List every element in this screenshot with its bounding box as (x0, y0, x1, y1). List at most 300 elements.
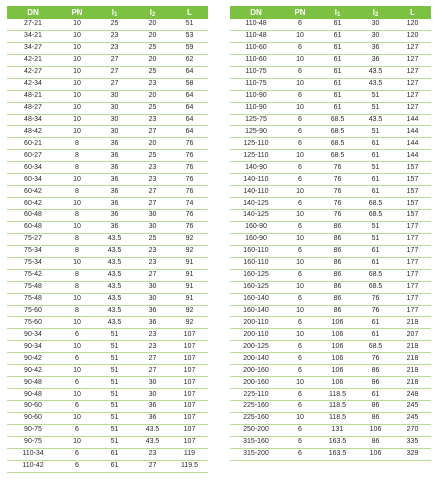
table-row (7, 377, 208, 389)
cell-l1: 106 (318, 341, 357, 353)
table-row (230, 257, 431, 269)
table-row (230, 365, 431, 377)
table-header-row (230, 6, 431, 19)
cell-l2: 51 (357, 233, 394, 245)
cell-length: 59 (171, 42, 208, 54)
header-dn: DN (230, 6, 282, 19)
cell-l2: 36 (357, 42, 394, 54)
cell-l1: 86 (318, 233, 357, 245)
table-row (7, 19, 208, 30)
cell-length: 107 (171, 341, 208, 353)
cell-l1: 51 (95, 365, 134, 377)
table-row (7, 138, 208, 150)
table-row (230, 245, 431, 257)
cell-pn: 6 (282, 19, 318, 30)
cell-l1: 51 (95, 341, 134, 353)
cell-pn: 6 (282, 245, 318, 257)
cell-dn: 42-34 (7, 78, 59, 90)
table-row (230, 78, 431, 90)
table-row (7, 412, 208, 424)
cell-pn: 6 (282, 317, 318, 329)
table-row (7, 42, 208, 54)
table-row (7, 90, 208, 102)
cell-length: 218 (394, 377, 431, 389)
header-pn: PN (282, 6, 318, 19)
cell-l1: 61 (95, 460, 134, 472)
cell-length: 245 (394, 401, 431, 413)
cell-pn: 6 (282, 114, 318, 126)
cell-l2: 68.5 (357, 269, 394, 281)
cell-length: 177 (394, 257, 431, 269)
cell-l2: 30 (134, 389, 171, 401)
cell-dn: 160-140 (230, 293, 282, 305)
cell-pn: 8 (59, 150, 95, 162)
cell-pn: 10 (59, 19, 95, 30)
cell-length: 127 (394, 90, 431, 102)
cell-length: 144 (394, 138, 431, 150)
cell-length: 144 (394, 150, 431, 162)
cell-l1: 86 (318, 245, 357, 257)
cell-pn: 10 (282, 150, 318, 162)
cell-dn: 110-75 (230, 78, 282, 90)
cell-l2: 25 (134, 150, 171, 162)
cell-dn: 200-140 (230, 353, 282, 365)
cell-pn: 6 (59, 377, 95, 389)
cell-l2: 106 (357, 448, 394, 460)
table-row (7, 448, 208, 460)
cell-dn: 110-34 (7, 448, 59, 460)
cell-l1: 68.5 (318, 150, 357, 162)
cell-l1: 43.5 (95, 305, 134, 317)
table-row (7, 245, 208, 257)
cell-dn: 160-90 (230, 233, 282, 245)
cell-length: 76 (171, 150, 208, 162)
cell-l1: 86 (318, 293, 357, 305)
cell-length: 218 (394, 317, 431, 329)
cell-length: 218 (394, 365, 431, 377)
cell-length: 107 (171, 389, 208, 401)
cell-dn: 110-48 (230, 30, 282, 42)
table-row (7, 30, 208, 42)
cell-l2: 43.5 (357, 78, 394, 90)
cell-l2: 68.5 (357, 281, 394, 293)
cell-l2: 23 (134, 174, 171, 186)
table-row (7, 257, 208, 269)
cell-length: 119.5 (171, 460, 208, 472)
cell-length: 107 (171, 329, 208, 341)
cell-l1: 43.5 (95, 317, 134, 329)
table-row (7, 281, 208, 293)
table-row (7, 54, 208, 66)
table-row (230, 377, 431, 389)
cell-dn: 110-48 (230, 19, 282, 30)
cell-l2: 43.5 (134, 424, 171, 436)
cell-dn: 75-34 (7, 245, 59, 257)
header-length: L (394, 6, 431, 19)
table-row (230, 30, 431, 42)
cell-dn: 90-34 (7, 329, 59, 341)
table-row (230, 126, 431, 138)
cell-length: 91 (171, 269, 208, 281)
cell-l2: 27 (134, 126, 171, 138)
cell-dn: 140-125 (230, 198, 282, 210)
table-row (230, 269, 431, 281)
table-row (7, 353, 208, 365)
cell-dn: 60-34 (7, 162, 59, 174)
cell-l2: 30 (357, 30, 394, 42)
cell-l1: 27 (95, 54, 134, 66)
cell-l2: 61 (357, 138, 394, 150)
cell-l2: 76 (357, 353, 394, 365)
cell-dn: 125-90 (230, 126, 282, 138)
cell-l2: 30 (134, 281, 171, 293)
header-dn: DN (7, 6, 59, 19)
cell-l1: 43.5 (95, 233, 134, 245)
cell-l1: 163.5 (318, 436, 357, 448)
cell-dn: 315-160 (230, 436, 282, 448)
table-row (230, 114, 431, 126)
table-row (7, 460, 208, 472)
cell-l1: 106 (318, 317, 357, 329)
cell-pn: 8 (59, 245, 95, 257)
cell-dn: 42-27 (7, 66, 59, 78)
table-row (230, 162, 431, 174)
cell-l2: 30 (134, 377, 171, 389)
cell-dn: 60-27 (7, 150, 59, 162)
cell-pn: 6 (282, 353, 318, 365)
cell-l1: 76 (318, 198, 357, 210)
cell-l2: 25 (134, 102, 171, 114)
cell-dn: 90-60 (7, 401, 59, 413)
cell-length: 218 (394, 353, 431, 365)
table-row (230, 281, 431, 293)
cell-l1: 51 (95, 377, 134, 389)
cell-pn: 10 (59, 257, 95, 269)
cell-dn: 60-42 (7, 198, 59, 210)
cell-l1: 51 (95, 389, 134, 401)
cell-l2: 51 (357, 90, 394, 102)
cell-length: 127 (394, 66, 431, 78)
cell-length: 107 (171, 401, 208, 413)
cell-l1: 43.5 (95, 245, 134, 257)
cell-l2: 27 (134, 460, 171, 472)
cell-pn: 10 (59, 30, 95, 42)
cell-l1: 27 (95, 78, 134, 90)
cell-length: 177 (394, 245, 431, 257)
header-l1: $l_1$ (318, 6, 357, 19)
cell-l2: 51 (357, 126, 394, 138)
cell-l1: 36 (95, 150, 134, 162)
table-row (7, 162, 208, 174)
cell-length: 157 (394, 186, 431, 198)
cell-dn: 90-75 (7, 424, 59, 436)
cell-dn: 75-60 (7, 305, 59, 317)
cell-dn: 110-90 (230, 90, 282, 102)
cell-pn: 8 (59, 162, 95, 174)
cell-pn: 10 (59, 102, 95, 114)
cell-l2: 20 (134, 30, 171, 42)
table-row (7, 305, 208, 317)
cell-length: 119 (171, 448, 208, 460)
cell-l2: 76 (357, 293, 394, 305)
cell-dn: 125-110 (230, 150, 282, 162)
cell-pn: 10 (59, 341, 95, 353)
cell-dn: 60-42 (7, 186, 59, 198)
cell-l2: 27 (134, 365, 171, 377)
cell-length: 107 (171, 353, 208, 365)
cell-l1: 30 (95, 114, 134, 126)
cell-dn: 90-48 (7, 389, 59, 401)
cell-dn: 75-48 (7, 293, 59, 305)
cell-pn: 6 (59, 460, 95, 472)
cell-pn: 10 (59, 317, 95, 329)
cell-l2: 61 (357, 257, 394, 269)
cell-length: 177 (394, 293, 431, 305)
cell-length: 144 (394, 114, 431, 126)
cell-pn: 8 (59, 281, 95, 293)
table-row (230, 186, 431, 198)
cell-pn: 6 (282, 448, 318, 460)
cell-pn: 10 (282, 210, 318, 222)
cell-l1: 43.5 (95, 281, 134, 293)
cell-l2: 25 (134, 42, 171, 54)
cell-length: 329 (394, 448, 431, 460)
cell-l2: 51 (357, 102, 394, 114)
cell-l1: 106 (318, 377, 357, 389)
cell-pn: 6 (282, 293, 318, 305)
table-row (230, 138, 431, 150)
cell-l1: 51 (95, 353, 134, 365)
cell-pn: 8 (59, 233, 95, 245)
cell-length: 76 (171, 186, 208, 198)
cell-l1: 86 (318, 221, 357, 233)
cell-length: 177 (394, 221, 431, 233)
cell-dn: 90-42 (7, 353, 59, 365)
cell-dn: 60-34 (7, 174, 59, 186)
cell-length: 107 (171, 424, 208, 436)
cell-l1: 61 (318, 30, 357, 42)
cell-l2: 36 (134, 305, 171, 317)
cell-dn: 110-75 (230, 66, 282, 78)
cell-l1: 27 (95, 66, 134, 78)
cell-length: 177 (394, 281, 431, 293)
cell-pn: 6 (282, 174, 318, 186)
cell-l2: 61 (357, 329, 394, 341)
cell-dn: 60-48 (7, 221, 59, 233)
cell-length: 107 (171, 365, 208, 377)
cell-l1: 36 (95, 198, 134, 210)
cell-l2: 61 (357, 174, 394, 186)
table-row (230, 293, 431, 305)
table-row (230, 174, 431, 186)
cell-pn: 10 (59, 114, 95, 126)
cell-dn: 75-60 (7, 317, 59, 329)
cell-length: 91 (171, 281, 208, 293)
cell-l2: 23 (134, 448, 171, 460)
cell-l2: 23 (134, 329, 171, 341)
cell-length: 127 (394, 78, 431, 90)
cell-l2: 68.5 (357, 341, 394, 353)
cell-l2: 36 (357, 54, 394, 66)
cell-l1: 86 (318, 257, 357, 269)
cell-pn: 8 (59, 138, 95, 150)
cell-l1: 131 (318, 424, 357, 436)
cell-pn: 10 (282, 186, 318, 198)
cell-length: 177 (394, 269, 431, 281)
cell-l2: 106 (357, 424, 394, 436)
cell-length: 127 (394, 54, 431, 66)
table-row (7, 66, 208, 78)
cell-l1: 86 (318, 281, 357, 293)
cell-dn: 110-90 (230, 102, 282, 114)
cell-dn: 125-75 (230, 114, 282, 126)
cell-pn: 10 (282, 102, 318, 114)
cell-dn: 250-200 (230, 424, 282, 436)
table-row (230, 19, 431, 30)
table-row (230, 389, 431, 401)
cell-pn: 10 (59, 436, 95, 448)
cell-length: 76 (171, 138, 208, 150)
cell-l1: 106 (318, 365, 357, 377)
cell-l2: 61 (357, 150, 394, 162)
cell-dn: 200-160 (230, 377, 282, 389)
cell-l1: 68.5 (318, 126, 357, 138)
table-row (230, 210, 431, 222)
table-row (230, 54, 431, 66)
cell-dn: 140-110 (230, 174, 282, 186)
cell-l1: 36 (95, 174, 134, 186)
table-row (230, 401, 431, 413)
cell-dn: 75-42 (7, 269, 59, 281)
cell-pn: 10 (282, 412, 318, 424)
cell-length: 245 (394, 412, 431, 424)
cell-l1: 76 (318, 186, 357, 198)
cell-pn: 6 (282, 162, 318, 174)
cell-dn: 160-125 (230, 269, 282, 281)
cell-l1: 36 (95, 210, 134, 222)
table-body-left (7, 19, 208, 472)
cell-length: 51 (171, 19, 208, 30)
cell-l1: 23 (95, 30, 134, 42)
cell-l2: 25 (134, 66, 171, 78)
cell-l1: 106 (318, 329, 357, 341)
table-row (230, 221, 431, 233)
cell-l2: 61 (357, 186, 394, 198)
table-row (230, 42, 431, 54)
cell-l1: 106 (318, 353, 357, 365)
cell-length: 157 (394, 210, 431, 222)
cell-length: 120 (394, 19, 431, 30)
cell-l1: 76 (318, 174, 357, 186)
cell-dn: 200-110 (230, 329, 282, 341)
cell-length: 248 (394, 389, 431, 401)
cell-pn: 10 (282, 233, 318, 245)
cell-l2: 23 (134, 257, 171, 269)
cell-dn: 110-60 (230, 42, 282, 54)
cell-length: 92 (171, 233, 208, 245)
cell-l1: 43.5 (95, 269, 134, 281)
cell-length: 207 (394, 329, 431, 341)
cell-l1: 61 (318, 90, 357, 102)
table-row (7, 114, 208, 126)
cell-pn: 6 (282, 424, 318, 436)
cell-pn: 10 (59, 389, 95, 401)
cell-dn: 315-200 (230, 448, 282, 460)
cell-dn: 34-27 (7, 42, 59, 54)
cell-l1: 86 (318, 305, 357, 317)
cell-l1: 68.5 (318, 114, 357, 126)
table-body-right (230, 19, 431, 460)
cell-pn: 8 (59, 305, 95, 317)
cell-l1: 68.5 (318, 138, 357, 150)
cell-l2: 86 (357, 412, 394, 424)
cell-l2: 23 (134, 114, 171, 126)
cell-l2: 86 (357, 436, 394, 448)
cell-l1: 118.5 (318, 389, 357, 401)
table-row (7, 221, 208, 233)
cell-pn: 6 (282, 436, 318, 448)
cell-dn: 110-42 (7, 460, 59, 472)
cell-l2: 36 (134, 412, 171, 424)
header-pn: PN (59, 6, 95, 19)
cell-l1: 25 (95, 19, 134, 30)
cell-dn: 42-21 (7, 54, 59, 66)
cell-l2: 27 (134, 198, 171, 210)
table-row (7, 329, 208, 341)
cell-length: 270 (394, 424, 431, 436)
cell-l2: 20 (134, 54, 171, 66)
table-row (230, 66, 431, 78)
cell-pn: 10 (59, 54, 95, 66)
cell-dn: 48-21 (7, 90, 59, 102)
cell-l1: 30 (95, 102, 134, 114)
cell-length: 107 (171, 436, 208, 448)
cell-l2: 23 (134, 341, 171, 353)
cell-l2: 76 (357, 305, 394, 317)
cell-dn: 60-21 (7, 138, 59, 150)
cell-dn: 160-140 (230, 305, 282, 317)
cell-l2: 20 (134, 90, 171, 102)
cell-l2: 20 (134, 138, 171, 150)
cell-l1: 36 (95, 221, 134, 233)
cell-l2: 43.5 (357, 66, 394, 78)
cell-pn: 6 (282, 269, 318, 281)
cell-l2: 86 (357, 365, 394, 377)
cell-pn: 10 (59, 221, 95, 233)
header-length: L (171, 6, 208, 19)
cell-l1: 23 (95, 42, 134, 54)
cell-l2: 68.5 (357, 210, 394, 222)
cell-length: 91 (171, 257, 208, 269)
header-l2: $l_2$ (357, 6, 394, 19)
cell-length: 64 (171, 102, 208, 114)
cell-pn: 6 (59, 424, 95, 436)
cell-pn: 6 (282, 221, 318, 233)
cell-pn: 10 (59, 198, 95, 210)
cell-length: 92 (171, 317, 208, 329)
cell-l2: 23 (134, 245, 171, 257)
table-row (230, 102, 431, 114)
cell-pn: 6 (282, 90, 318, 102)
table-row (7, 210, 208, 222)
table-row (230, 150, 431, 162)
cell-l2: 51 (357, 221, 394, 233)
cell-pn: 6 (59, 448, 95, 460)
cell-l2: 30 (134, 210, 171, 222)
cell-l2: 36 (134, 317, 171, 329)
dimension-table-right (230, 6, 431, 461)
cell-dn: 225-110 (230, 389, 282, 401)
